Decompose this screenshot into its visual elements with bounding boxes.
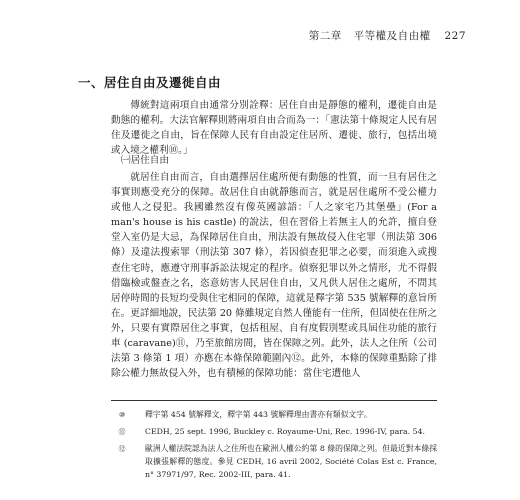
footnote-marker: ⑩ bbox=[115, 408, 129, 422]
footnote-marker: ⑫ bbox=[115, 442, 129, 456]
paragraph-1-text: 傳統對這兩項自由通常分別詮釋：居住自由是靜態的權利，遷徙自由是動態的權利。大法官解釋則將兩項自由合而為一：「憲法第十條規定人民有居住及遷徙之自由，旨在保障人民有自由設定住居所、遷徙、旅行，包括出境或入境之權利⑩。」 bbox=[111, 100, 437, 157]
footnote-divider bbox=[111, 400, 437, 401]
chapter-title: 平等權及自由權 bbox=[353, 30, 431, 42]
paragraph-2 bbox=[111, 170, 437, 381]
footnotes bbox=[111, 408, 437, 481]
running-header bbox=[309, 28, 466, 43]
footnote bbox=[111, 425, 437, 438]
footnote bbox=[111, 408, 437, 421]
footnote-text: 釋字第 454 號解釋文，釋字第 443 號解釋理由書亦有類似文字。 bbox=[145, 410, 372, 419]
chapter-number: 第二章 bbox=[308, 30, 342, 42]
footnote-text: CEDH, 25 sept. 1996, Buckley c. Royaume-Uni, Rec. 1996-IV, para. 54. bbox=[145, 427, 426, 436]
paragraph-2-text: 就居住自由而言，自由選擇居住處所便有動態的性質，而一旦有居住之事實則應受充分的保障。故居住自由就靜態而言，就是居住處所不受公權力或他人之侵犯。我國雖然沒有像英國諺語：「人之家宅乃其堡壘」(For a man's house is his castle) 的說法，但在習俗上若無主人的允許，擅自登堂入室仍是大忌，為保障居住自由，刑法設有無故侵入住宅罪（刑法第 306 條）及違法搜索罪（刑法第 307 條），若因偵查犯罪之必要，而須進入或搜查住宅時，應遵守刑事訴訟法規定的程序。偵察犯罪以外之情形，尤不得假借臨檢或盤查之名，恣意妨害人民居住自由，又凡供人居住之處所，不問其居停時間的長短均受與住宅相同的保障，這就是釋字第 535 號解釋的意旨所在。更詳細地說，民法第 20 條雖規定自然人僅能有一住所，但固使在住所之外，只要有實際居住之事實，包括租屋、自有度假別墅或具屆住功能的旅行車 (caravane)⑪，乃至旅館房間，皆在保障之列。此外，法人之住所（公司法第 3 條第 1 項）亦應在本條保障範圍內⑫。此外，本條的保障重點除了排除公權力無故侵入外，也有積極的保障功能：當住宅遭他人 bbox=[111, 172, 437, 380]
subsection-heading: ㈠居住自由 bbox=[121, 155, 169, 166]
footnote-text: 歐洲人權法院認為法人之住所也在歐洲人權公約第 8 條的保障之列。但最近對本條採取擴張解釋的態度。參見 CEDH, 16 avril 2002, Société Colas Est c. France, n° 37971/97, Rec. 2002-III, para. 41. bbox=[145, 444, 437, 479]
footnote bbox=[111, 442, 437, 481]
page-number: 227 bbox=[444, 30, 466, 42]
section-title: 一、居住自由及遷徙自由 bbox=[78, 75, 222, 90]
paragraph-1 bbox=[111, 98, 437, 158]
footnote-marker: ⑪ bbox=[115, 425, 129, 439]
